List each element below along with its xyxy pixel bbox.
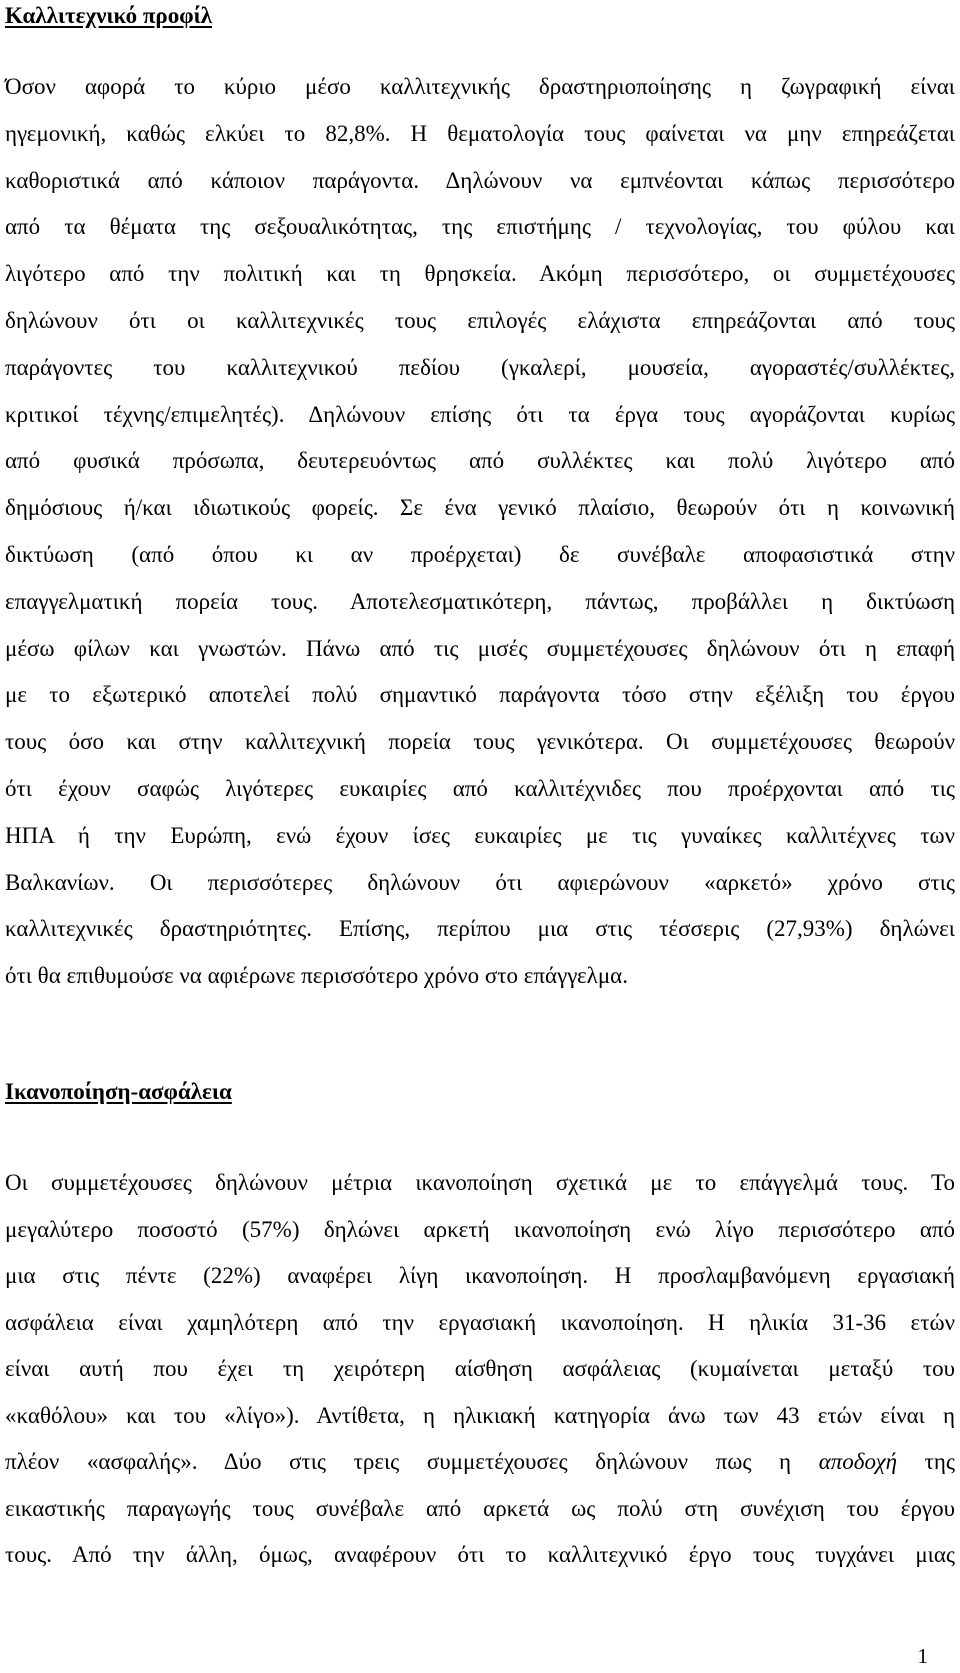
- text-line: είναι αυτή που έχει τη χειρότερη αίσθηση ασφάλειας (κυμαίνεται μεταξύ του: [5, 1356, 955, 1381]
- text-line: ηγεμονική, καθώς ελκύει το 82,8%. Η θεματολογία τους φαίνεται να μην επηρεάζεται: [5, 120, 955, 146]
- text-line: Οι συμμετέχουσες δηλώνουν μέτρια ικανοποίηση σχετικά με το επάγγελμά τους. Το: [5, 1170, 955, 1195]
- text-line: ΗΠΑ ή την Ευρώπη, ενώ έχουν ίσες ευκαιρίες με τις γυναίκες καλλιτέχνες των: [5, 822, 955, 848]
- text-line: μέσω φίλων και γνωστών. Πάνω από τις μισές συμμετέχουσες δηλώνουν ότι η επαφή: [5, 635, 955, 661]
- text-line: επαγγελματική πορεία τους. Αποτελεσματικότερη, πάντως, προβάλλει η δικτύωση: [5, 588, 955, 614]
- text-line: καθοριστικά από κάποιον παράγοντα. Δηλώνουν να εμπνέονται κάπως περισσότερο: [5, 167, 955, 193]
- text-line: από φυσικά πρόσωπα, δευτερευόντως από συλλέκτες και πολύ λιγότερο από: [5, 448, 955, 474]
- paragraph-artistic-profile: [5, 72, 955, 1008]
- text-segment: πλέον «ασφαλής». Δύο στις τρεις συμμετέχουσες δηλώνουν πως η: [5, 1449, 792, 1474]
- text-line: μεγαλύτερο ποσοστό (57%) δηλώνει αρκετή ικανοποίηση ενώ λίγο περισσότερο από: [5, 1216, 955, 1242]
- text-line: δικτύωση (από όπου κι αν προέρχεται) δε συνέβαλε αποφασιστικά στην: [5, 541, 955, 567]
- text-line: λιγότερο από την πολιτική και τη θρησκεία. Ακόμη περισσότερο, οι συμμετέχουσες: [5, 261, 955, 287]
- text-line: με το εξωτερικό αποτελεί πολύ σημαντικό παράγοντα τόσο στην εξέλιξη του έργου: [5, 682, 955, 708]
- text-line: τους όσο και στην καλλιτεχνική πορεία τους γενικότερα. Οι συμμετέχουσες θεωρούν: [5, 729, 955, 755]
- text-line: ότι θα επιθυμούσε να αφιέρωνε περισσότερο χρόνο στο επάγγελμα.: [5, 963, 628, 989]
- text-line: καλλιτεχνικές δραστηριότητες. Επίσης, περίπου μια στις τέσσερις (27,93%) δηλώνει: [5, 916, 955, 942]
- text-line: Βαλκανίων. Οι περισσότερες δηλώνουν ότι αφιερώνουν «αρκετό» χρόνο στις: [5, 869, 955, 895]
- text-line: Όσον αφορά το κύριο μέσο καλλιτεχνικής δραστηριοποίησης η ζωγραφική είναι: [5, 74, 955, 99]
- text-line: «καθόλου» και του «λίγο»). Αντίθετα, η ηλικιακή κατηγορία άνω των 43 ετών είναι η: [5, 1402, 955, 1428]
- page-number: 1: [917, 1644, 928, 1668]
- text-line: μια στις πέντε (22%) αναφέρει λίγη ικανοποίηση. Η προσλαμβανόμενη εργασιακή: [5, 1263, 955, 1288]
- text-line: εικαστικής παραγωγής τους συνέβαλε από αρκετά ως πολύ στη συνέχιση του έργου: [5, 1495, 955, 1521]
- text-line: ότι έχουν σαφώς λιγότερες ευκαιρίες από καλλιτέχνιδες που προέρχονται από τις: [5, 775, 955, 801]
- emphasized-word: αποδοχή: [818, 1449, 898, 1474]
- text-segment: της: [924, 1449, 956, 1474]
- text-line: δηλώνουν ότι οι καλλιτεχνικές τους επιλογές ελάχιστα επηρεάζονται από τους: [5, 307, 955, 333]
- text-line: από τα θέματα της σεξουαλικότητας, της επιστήμης / τεχνολογίας, του φύλου και: [5, 214, 955, 240]
- text-line: τους. Από την άλλη, όμως, αναφέρουν ότι το καλλιτεχνικό έργο τους τυγχάνει μιας: [5, 1542, 955, 1567]
- text-line: παράγοντες του καλλιτεχνικού πεδίου (γκαλερί, μουσεία, αγοραστές/συλλέκτες,: [5, 354, 955, 380]
- text-line: [5, 1447, 955, 1494]
- text-line: δημόσιους ή/και ιδιωτικούς φορείς. Σε ένα γενικό πλαίσιο, θεωρούν ότι η κοινωνική: [5, 495, 955, 521]
- text-line: ασφάλεια είναι χαμηλότερη από την εργασιακή ικανοποίηση. Η ηλικία 31-36 ετών: [5, 1309, 955, 1335]
- text-line: κριτικοί τέχνης/επιμελητές). Δηλώνουν επίσης ότι τα έργα τους αγοράζονται κυρίως: [5, 401, 955, 427]
- section-heading-artistic-profile: Καλλιτεχνικό προφίλ: [5, 3, 213, 28]
- section-heading-satisfaction-security: Ικανοποίηση-ασφάλεια: [5, 1079, 232, 1104]
- paragraph-satisfaction-security: [5, 1168, 955, 1587]
